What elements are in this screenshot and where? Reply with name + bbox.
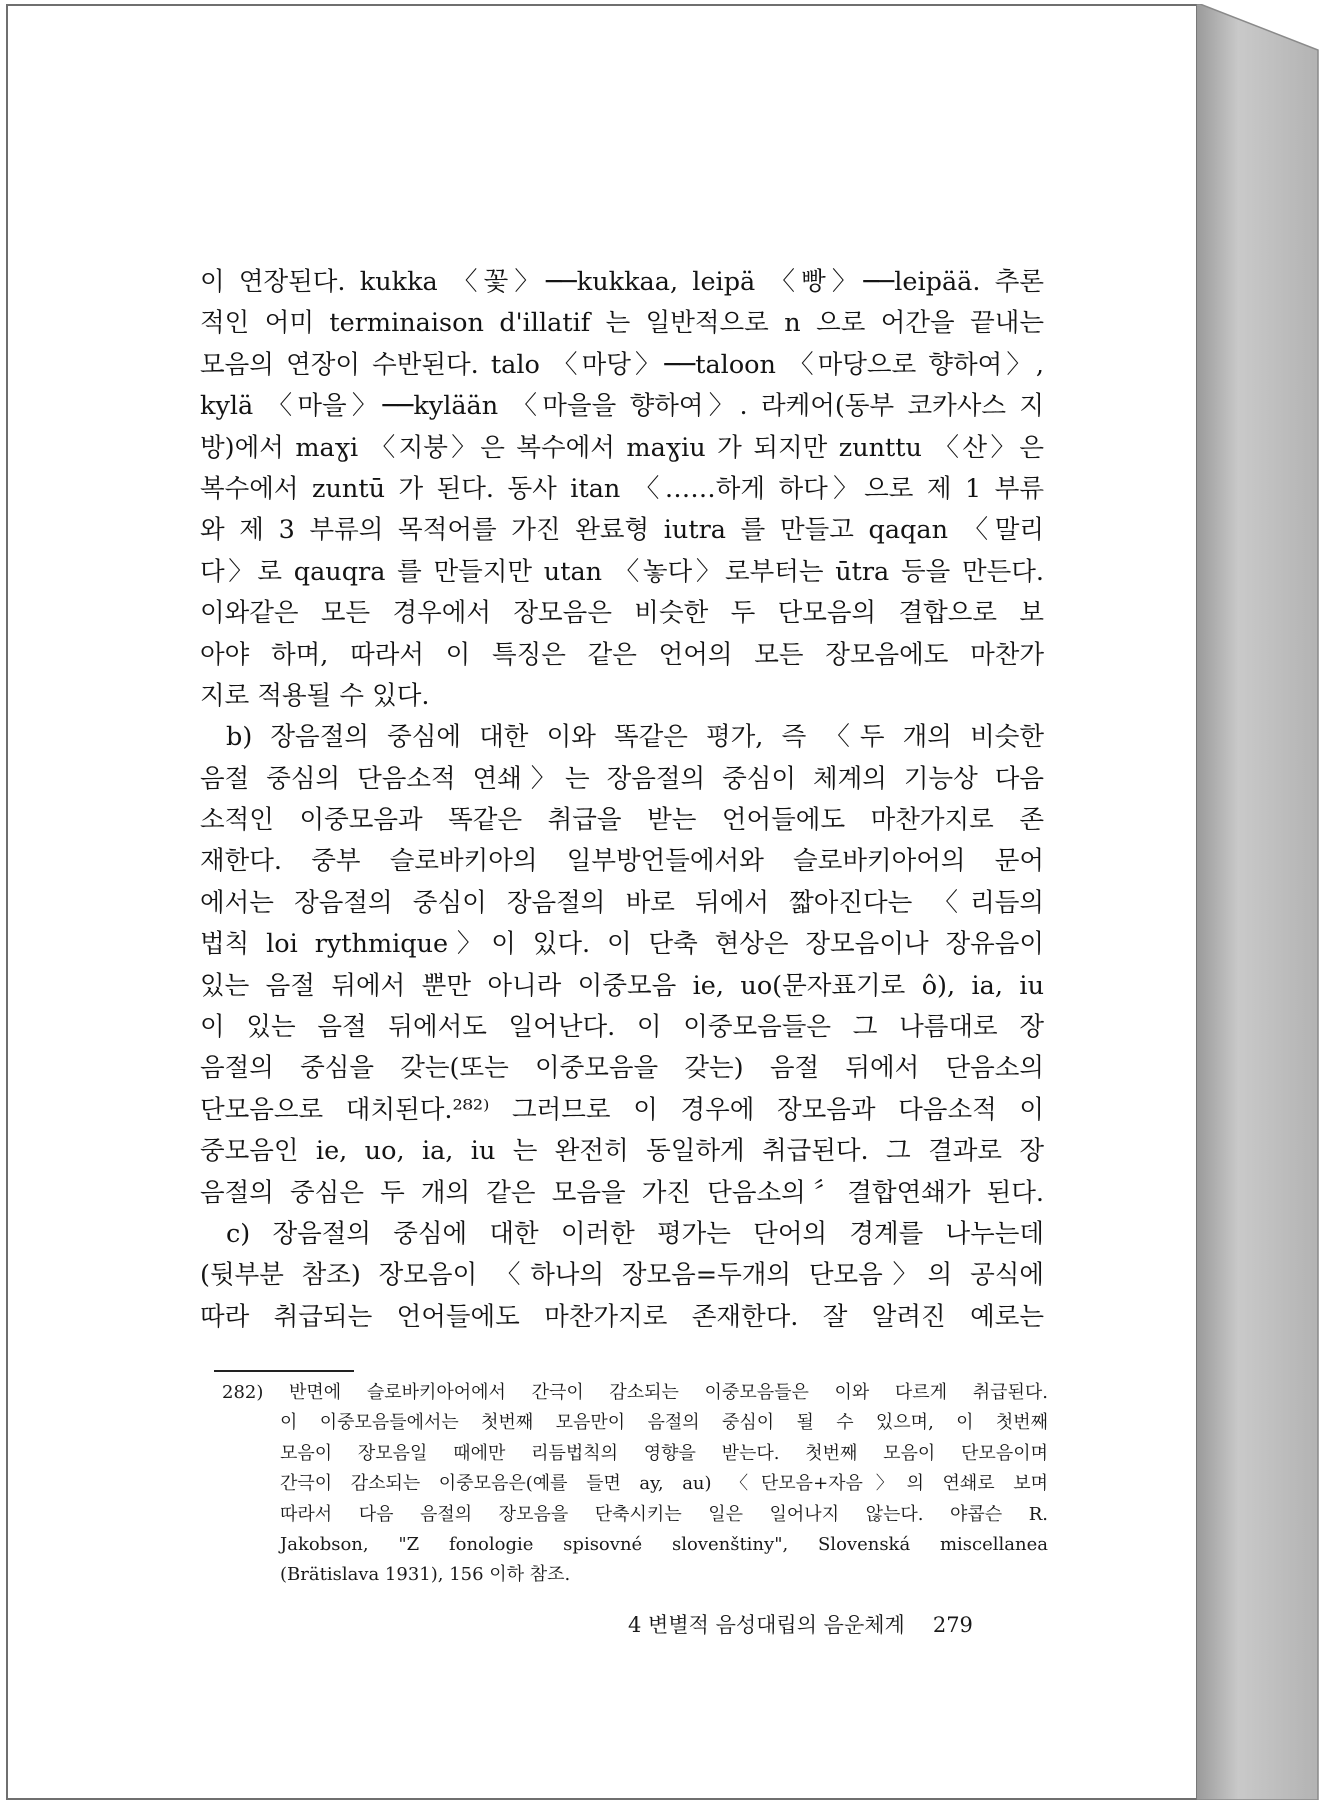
- footnote-line: 모음이 장모음일 때에만 리듬법칙의 영향을 받는다. 첫번째 모음이 단모음이며: [280, 1442, 1048, 1464]
- running-footer: [628, 1609, 1044, 1639]
- text-line: 음절의 중심을 갖는(또는 이중모음을 갖는) 음절 뒤에서 단음소의: [200, 1053, 1044, 1084]
- footnote-rule: [214, 1370, 354, 1372]
- body-text: [200, 262, 1044, 1338]
- text-line: (뒷부분 참조) 장모음이 〈하나의 장모음=두개의 단모음〉의 공식에: [200, 1260, 1044, 1291]
- text-line: 지로 적용될 수 있다.: [200, 680, 430, 711]
- footnote-line: Jakobson, "Z fonologie spisovné slovenštiny", Slovenská miscellanea: [280, 1533, 1048, 1555]
- text-line: 이 있는 음절 뒤에서도 일어난다. 이 이중모음들은 그 나름대로 장: [200, 1012, 1044, 1043]
- text-line: 이 연장된다. kukka 〈꽃〉──kukkaa, leipä 〈빵〉──leipää. 추론: [200, 267, 1044, 297]
- text-line: kylä 〈마을〉──kylään 〈마을을 향하여〉. 라케어(동부 코카사스 지: [200, 391, 1044, 422]
- text-line: b) 장음절의 중심에 대한 이와 똑같은 평가, 즉 〈두 개의 비슷한: [226, 722, 1044, 753]
- text-line: 와 제 3 부류의 목적어를 가진 완료형 iutra 를 만들고 qaqan 〈말리: [200, 515, 1044, 546]
- page-number: 279: [932, 1613, 973, 1637]
- footnote: [222, 1378, 1048, 1591]
- text-line: 적인 어미 terminaison d'illatif 는 일반적으로 n 으로 어간을 끝내는: [200, 308, 1044, 339]
- text-line: 음절의 중심은 두 개의 같은 모음을 가진 단음소의〞결합연쇄가 된다.: [200, 1177, 1044, 1208]
- text-line: 따라 취급되는 언어들에도 마찬가지로 존재한다. 잘 알려진 예로는: [200, 1301, 1044, 1332]
- book-edge: [1196, 4, 1322, 1800]
- footnote-line: (Brätislava 1931), 156 이하 참조.: [280, 1564, 571, 1586]
- text-line: 음절 중심의 단음소적 연쇄〉는 장음절의 중심이 체계의 기능상 다음: [200, 763, 1044, 794]
- text-line: 이와같은 모든 경우에서 장모음은 비슷한 두 단모음의 결합으로 보: [200, 598, 1044, 629]
- footnote-text: 반면에 슬로바키아어에서 간극이 감소되는 이중모음들은 이와 다르게 취급된다.: [289, 1382, 1048, 1403]
- chapter-title: 4 변별적 음성대립의 음운체계: [628, 1613, 905, 1637]
- text-line: 소적인 이중모음과 똑같은 취급을 받는 언어들에도 마찬가지로 존: [200, 805, 1044, 836]
- footnote-line: 간극이 감소되는 이중모음은(예를 들면 ay, au) 〈단모음+자음〉의 연쇄로 보며: [280, 1473, 1048, 1495]
- text-line: 단모음으로 대치된다.²⁸²⁾ 그러므로 이 경우에 장모음과 다음소적 이: [200, 1094, 1044, 1125]
- footnote-first-line: [222, 1378, 1048, 1408]
- text-line: 중모음인 ie, uo, ia, iu 는 완전히 동일하게 취급된다. 그 결과로 장: [200, 1136, 1044, 1167]
- text-line: 모음의 연장이 수반된다. talo 〈마당〉──taloon 〈마당으로 향하여〉,: [200, 349, 1044, 380]
- text-line: 재한다. 중부 슬로바키아의 일부방언들에서와 슬로바키아어의 문어: [200, 846, 1044, 877]
- text-line: 다〉로 qauqra 를 만들지만 utan 〈놓다〉로부터는 ūtra 등을 만든다.: [200, 556, 1044, 587]
- text-line: 있는 음절 뒤에서 뿐만 아니라 이중모음 ie, uo(문자표기로 ô), ia, iu: [200, 970, 1044, 1001]
- footnote-line: 따라서 다음 음절의 장모음을 단축시키는 일은 일어나지 않는다. 야콥슨 R.: [280, 1503, 1048, 1525]
- text-line: 방)에서 maɣi 〈지붕〉은 복수에서 maɣiu 가 되지만 zunttu 〈산〉은: [200, 432, 1044, 463]
- text-line: c) 장음절의 중심에 대한 이러한 평가는 단어의 경계를 나누는데: [226, 1218, 1044, 1249]
- text-line: 법칙 loi rythmique〉이 있다. 이 단축 현상은 장모음이나 장유음이: [200, 929, 1044, 960]
- text-line: 에서는 장음절의 중심이 장음절의 바로 뒤에서 짧아진다는 〈리듬의: [200, 887, 1044, 918]
- footnote-line: 이 이중모음들에서는 첫번째 모음만이 음절의 중심이 될 수 있으며, 이 첫번째: [280, 1412, 1048, 1434]
- text-line: 복수에서 zuntū 가 된다. 동사 itan 〈……하게 하다〉으로 제 1 부류: [200, 473, 1044, 504]
- footnote-number: 282): [222, 1382, 264, 1403]
- text-line: 아야 하며, 따라서 이 특징은 같은 언어의 모든 장모음에도 마찬가: [200, 639, 1044, 670]
